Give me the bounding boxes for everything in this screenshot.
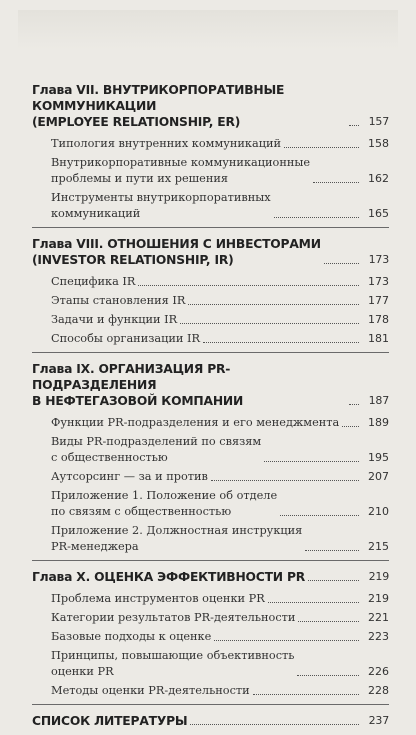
dot-leader bbox=[280, 515, 359, 516]
toc-entry-title bbox=[32, 569, 305, 585]
dot-leader bbox=[253, 694, 359, 695]
section-divider bbox=[32, 560, 389, 561]
toc-page-number: 219 bbox=[368, 570, 389, 583]
toc-entry-title bbox=[51, 415, 339, 431]
dot-leader bbox=[211, 480, 359, 481]
toc-title-line: PR-менеджера bbox=[51, 540, 139, 553]
toc-section-entry[interactable] bbox=[32, 274, 389, 290]
toc-entry-title bbox=[32, 361, 346, 409]
section-divider bbox=[32, 352, 389, 353]
toc-section-entry[interactable] bbox=[32, 434, 389, 466]
toc-title-line: по связям с общественностью bbox=[51, 505, 232, 518]
toc-page-number: 158 bbox=[368, 137, 389, 150]
toc-chapter-entry[interactable] bbox=[32, 569, 389, 585]
dot-leader bbox=[305, 550, 359, 551]
toc-page-number: 177 bbox=[368, 294, 389, 307]
toc-entry-title bbox=[51, 331, 200, 347]
toc-title-line: Инструменты внутрикорпоративных bbox=[51, 191, 271, 204]
toc-entry-title bbox=[32, 82, 346, 130]
toc-entry-title bbox=[51, 136, 281, 152]
toc-title-line: Глава VIII. ОТНОШЕНИЯ С ИНВЕСТОРАМИ bbox=[32, 237, 321, 251]
toc-section-entry[interactable] bbox=[32, 591, 389, 607]
toc-entry-title bbox=[51, 648, 294, 680]
toc-title-line: В НЕФТЕГАЗОВОЙ КОМПАНИИ bbox=[32, 394, 244, 408]
toc-page-number: 195 bbox=[368, 451, 389, 464]
toc-entry-title bbox=[51, 434, 261, 466]
toc-page-number: 237 bbox=[368, 714, 389, 727]
toc-section-entry[interactable] bbox=[32, 683, 389, 699]
toc-section-entry[interactable] bbox=[32, 629, 389, 645]
dot-leader bbox=[349, 404, 359, 405]
toc-page-number: 207 bbox=[368, 470, 389, 483]
toc-page-number: 165 bbox=[368, 207, 389, 220]
toc-page-number: 210 bbox=[368, 505, 389, 518]
toc-title-line: Внутрикорпоративные коммуникационные bbox=[51, 156, 311, 169]
toc-page-number: 162 bbox=[368, 172, 389, 185]
toc-chapter-entry[interactable] bbox=[32, 361, 389, 409]
section-divider bbox=[32, 704, 389, 705]
toc-section-entry[interactable] bbox=[32, 648, 389, 680]
toc-title-line: Этапы становления IR bbox=[51, 294, 186, 307]
toc-title-line: Проблема инструментов оценки PR bbox=[51, 592, 265, 605]
toc-entry-title bbox=[51, 488, 277, 520]
toc-title-line: Задачи и функции IR bbox=[51, 313, 178, 326]
dot-leader bbox=[274, 217, 359, 218]
dot-leader bbox=[298, 621, 359, 622]
toc-page-number: 228 bbox=[368, 684, 389, 697]
toc-entry-title bbox=[51, 683, 250, 699]
toc-title-line: Методы оценки PR-деятельности bbox=[51, 684, 250, 697]
toc-entry-title bbox=[51, 629, 211, 645]
dot-leader bbox=[308, 580, 359, 581]
toc-page-number: 173 bbox=[368, 253, 389, 266]
toc-title-line: Типология внутренних коммуникаций bbox=[51, 137, 282, 150]
toc-title-line: Базовые подходы к оценке bbox=[51, 630, 212, 643]
toc-page-number: 226 bbox=[368, 665, 389, 678]
toc-title-line: оценки PR bbox=[51, 665, 114, 678]
toc-section-entry[interactable] bbox=[32, 190, 389, 222]
dot-leader bbox=[297, 675, 359, 676]
toc-title-line: Функции PR-подразделения и его менеджмента bbox=[51, 416, 340, 429]
toc-chapter-entry[interactable] bbox=[32, 236, 389, 268]
toc-section-entry[interactable] bbox=[32, 469, 389, 485]
toc-page-number: 215 bbox=[368, 540, 389, 553]
toc-page-number: 189 bbox=[368, 416, 389, 429]
toc-entry-title bbox=[51, 274, 135, 290]
toc-page-number: 221 bbox=[368, 611, 389, 624]
dot-leader bbox=[138, 285, 359, 286]
toc-title-line: Специфика IR bbox=[51, 275, 136, 288]
toc-section-entry[interactable] bbox=[32, 523, 389, 555]
toc-title-line: Принципы, повышающие объективность bbox=[51, 649, 295, 662]
dot-leader bbox=[188, 304, 359, 305]
toc-title-line: Виды PR-подразделений по связям bbox=[51, 435, 262, 448]
dot-leader bbox=[284, 147, 359, 148]
toc-entry-title bbox=[51, 610, 295, 626]
toc-title-line: Аутсорсинг — за и против bbox=[51, 470, 208, 483]
toc-section-entry[interactable] bbox=[32, 488, 389, 520]
dot-leader bbox=[342, 426, 359, 427]
toc-page-number: 173 bbox=[368, 275, 389, 288]
toc-entry-title bbox=[51, 469, 208, 485]
toc-title-line: Способы организации IR bbox=[51, 332, 201, 345]
toc-title-line: (INVESTOR RELATIONSHIP, IR) bbox=[32, 253, 234, 267]
toc-title-line: Глава IX. ОРГАНИЗАЦИЯ PR-ПОДРАЗДЕЛЕНИЯ bbox=[32, 362, 231, 392]
dot-leader bbox=[268, 602, 359, 603]
toc-page-number: 187 bbox=[368, 394, 389, 407]
faded-header-area bbox=[18, 10, 398, 50]
toc-chapter-entry[interactable] bbox=[32, 82, 389, 130]
toc-title-line: (EMPLOYEE RELATIONSHIP, ER) bbox=[32, 115, 241, 129]
toc-title-line: проблемы и пути их решения bbox=[51, 172, 229, 185]
toc-section-entry[interactable] bbox=[32, 610, 389, 626]
toc-page-number: 223 bbox=[368, 630, 389, 643]
toc-entry-title bbox=[51, 293, 185, 309]
dot-leader bbox=[203, 342, 359, 343]
toc-title-line: коммуникаций bbox=[51, 207, 141, 220]
toc-title-line: Категории результатов PR-деятельности bbox=[51, 611, 296, 624]
toc-chapter-entry[interactable] bbox=[32, 713, 389, 729]
dot-leader bbox=[180, 323, 359, 324]
dot-leader bbox=[313, 182, 359, 183]
toc-section-entry[interactable] bbox=[32, 312, 389, 328]
toc-section-entry[interactable] bbox=[32, 331, 389, 347]
section-divider bbox=[32, 227, 389, 228]
toc-title-line: Приложение 1. Положение об отделе bbox=[51, 489, 278, 502]
toc-section-entry[interactable] bbox=[32, 155, 389, 187]
toc-entry-title bbox=[51, 591, 265, 607]
toc-title-line: Приложение 2. Должностная инструкция bbox=[51, 524, 303, 537]
toc-section-entry[interactable] bbox=[32, 415, 389, 431]
toc-page-number: 181 bbox=[368, 332, 389, 345]
dot-leader bbox=[214, 640, 359, 641]
dot-leader bbox=[190, 724, 359, 725]
dot-leader bbox=[349, 125, 359, 126]
toc-entry-title bbox=[51, 523, 302, 555]
toc-entry-title bbox=[32, 713, 187, 729]
toc-entry-title bbox=[32, 236, 321, 268]
dot-leader bbox=[324, 263, 359, 264]
toc-entry-title bbox=[51, 155, 310, 187]
dot-leader bbox=[264, 461, 359, 462]
toc-title-line: с общественностью bbox=[51, 451, 168, 464]
toc-entry-title bbox=[51, 312, 177, 328]
toc-page-number: 178 bbox=[368, 313, 389, 326]
toc-title-line: Глава VII. ВНУТРИКОРПОРАТИВНЫЕ КОММУНИКАЦИИ bbox=[32, 83, 285, 113]
toc-title-line: Глава X. ОЦЕНКА ЭФФЕКТИВНОСТИ PR bbox=[32, 570, 306, 584]
table-of-contents bbox=[32, 82, 389, 735]
toc-page-number: 157 bbox=[368, 115, 389, 128]
toc-section-entry[interactable] bbox=[32, 293, 389, 309]
toc-page-number: 219 bbox=[368, 592, 389, 605]
toc-title-line: СПИСОК ЛИТЕРАТУРЫ bbox=[32, 714, 188, 728]
toc-entry-title bbox=[51, 190, 271, 222]
toc-section-entry[interactable] bbox=[32, 136, 389, 152]
